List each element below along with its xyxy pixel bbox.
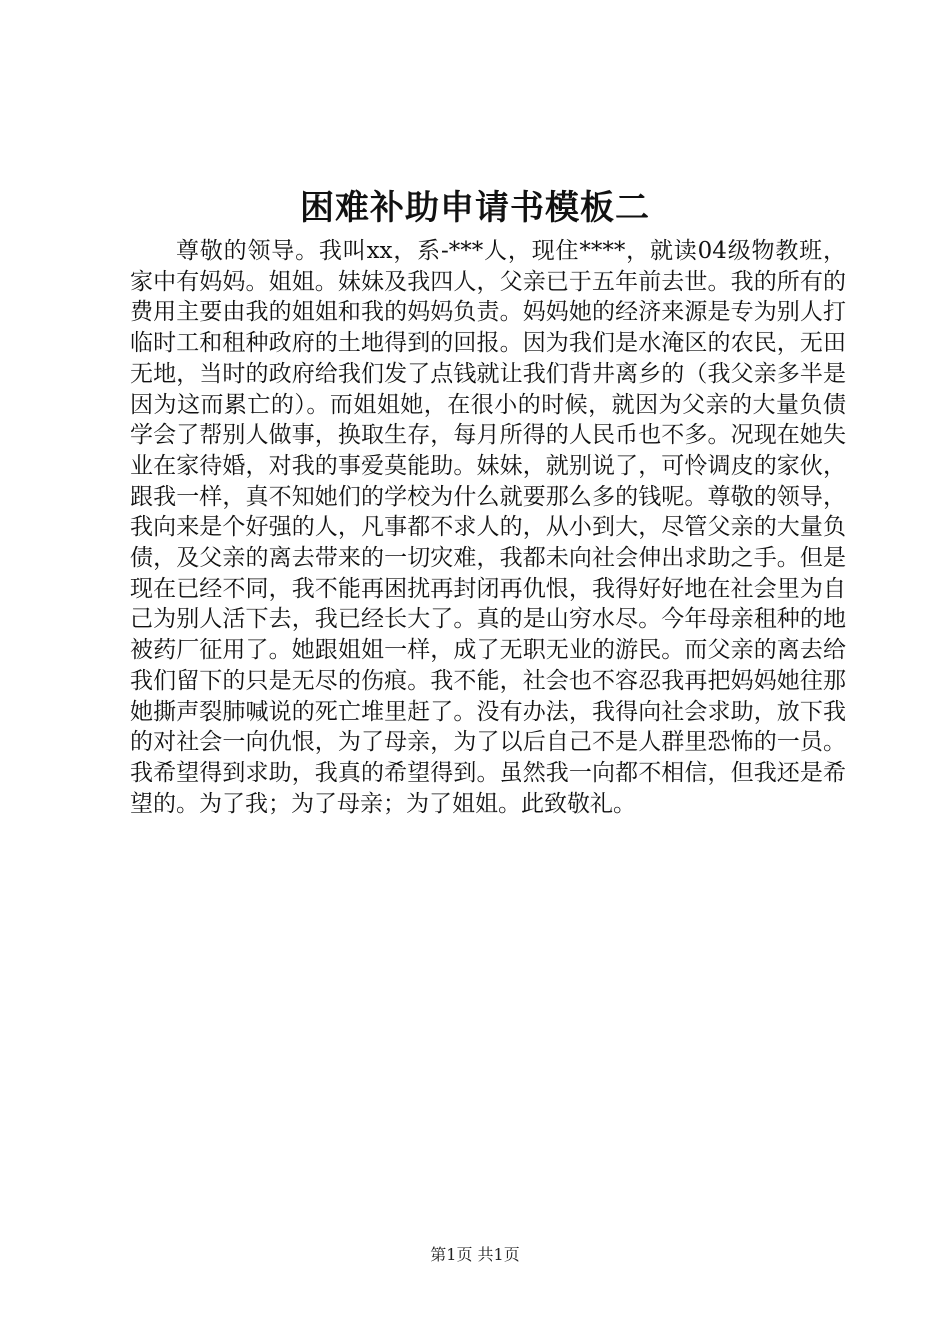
page-footer: 第1页 共1页 — [430, 1245, 520, 1264]
document-body-paragraph: 尊敬的领导。我叫xx，系-***人，现住****，就读04级物教班，家中有妈妈。姐姐。妹妹及我四人，父亲已于五年前去世。我的所有的费用主要由我的姐姐和我的妈妈负责。妈妈她的经济来源是专为别人打临时工和租种政府的土地得到的回报。因为我们是水淹区的农民，无田无地，当时的政府给我们发了点钱就让我们背井离乡的（我父亲多半是因为这而累亡的）。而姐姐她，在很小的时候，就因为父亲的大量负债学会了帮别人做事，换取生存，每月所得的人民币也不多。况现在她失业在家待婚，对我的事爱莫能助。妹妹，就别说了，可怜调皮的家伙，跟我一样，真不知她们的学校为什么就要那么多的钱呢。尊敬的领导，我向来是个好强的人，凡事都不求人的，从小到大，尽管父亲的大量负债，及父亲的离去带来的一切灾难，我都未向社会伸出求助之手。但是现在已经不同，我不能再困扰再封闭再仇恨，我得好好地在社会里为自己为别人活下去，我已经长大了。真的是山穷水尽。今年母亲租种的地被药厂征用了。她跟姐姐一样，成了无职无业的游民。而父亲的离去给我们留下的只是无尽的伤痕。我不能，社会也不容忍我再把妈妈她往那她撕声裂肺喊说的死亡堆里赶了。没有办法，我得向社会求助，放下我的对社会一向仇恨，为了母亲，为了以后自己不是人群里恐怖的一员。我希望得到求助，我真的希望得到。虽然我一向都不相信，但我还是希望的。为了我；为了母亲；为了姐姐。此致敬礼。 — [130, 238, 846, 817]
document-title: 困难补助申请书模板二 — [300, 188, 650, 228]
